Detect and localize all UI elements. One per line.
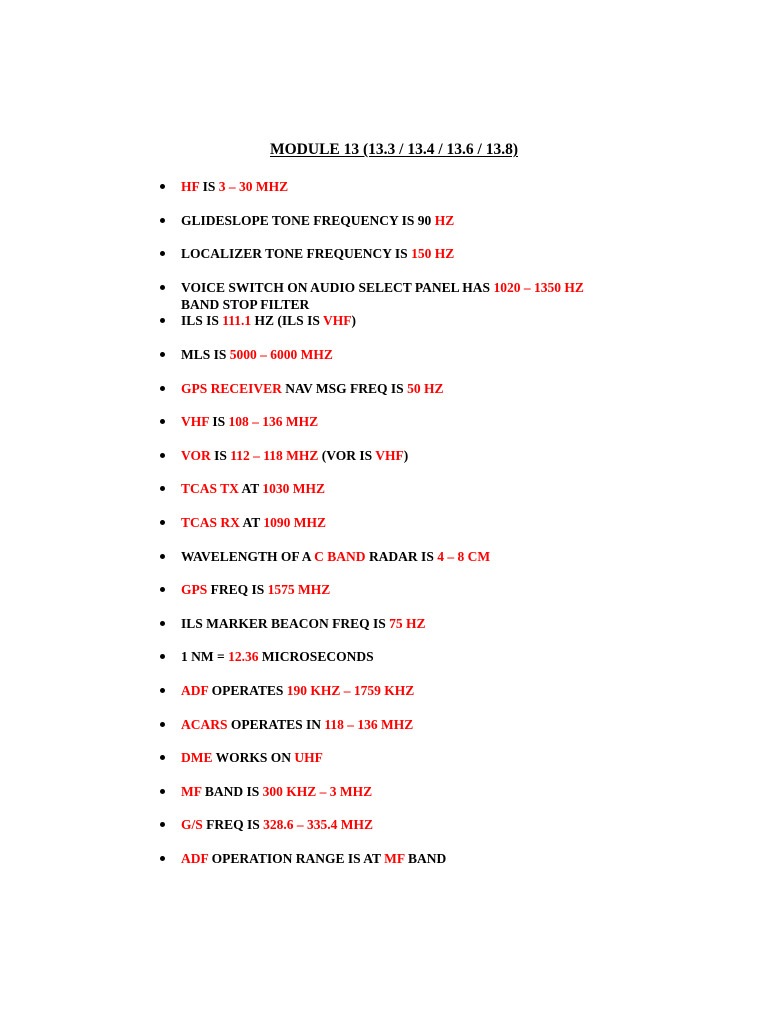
highlighted-text: 1090 MHZ	[263, 515, 327, 530]
list-item	[181, 850, 641, 867]
list-item	[181, 581, 641, 598]
item-text: FREQ IS	[202, 817, 264, 833]
highlighted-text: 4 – 8 CM	[437, 548, 491, 564]
highlighted-text: 111.1	[222, 313, 252, 329]
highlighted-text: 300 KHZ – 3 MHZ	[262, 783, 373, 799]
highlighted-text: VHF	[322, 313, 352, 329]
item-text: FREQ IS	[207, 582, 268, 598]
bullet-dot-icon	[160, 453, 165, 458]
bullet-dot-icon	[160, 386, 165, 391]
bullet-dot-icon	[160, 419, 165, 424]
highlighted-text: 1020 – 1350 HZ	[493, 279, 584, 295]
item-text: RADAR IS	[365, 548, 438, 564]
item-text: OPERATION RANGE IS AT	[208, 851, 385, 866]
list-item	[181, 346, 641, 363]
highlighted-text: 3 – 30 MHZ	[218, 179, 289, 194]
highlighted-text: GPS RECEIVER	[181, 380, 282, 396]
item-text: IS	[199, 179, 219, 194]
list-item	[181, 178, 641, 195]
highlighted-text: 75 HZ	[389, 615, 426, 631]
highlighted-text: UHF	[294, 750, 323, 766]
list-item	[181, 749, 641, 766]
highlighted-text: G/S	[181, 817, 203, 833]
item-text: BAND IS	[201, 783, 263, 799]
list-item	[181, 480, 641, 497]
item-text: WORKS ON	[212, 750, 295, 766]
highlighted-text: ADF	[181, 683, 209, 698]
highlighted-text: TCAS RX	[181, 515, 240, 530]
highlighted-text: ADF	[181, 851, 209, 866]
list-item	[181, 245, 641, 262]
highlighted-text: VHF	[181, 414, 209, 430]
highlighted-text: 118 – 136 MHZ	[324, 716, 414, 732]
item-text: HZ (ILS IS	[251, 313, 323, 329]
list-item	[181, 816, 641, 833]
item-text: 1 NM =	[181, 649, 229, 665]
list-item	[181, 380, 641, 397]
list-item	[181, 212, 641, 229]
item-text: GLIDESLOPE TONE FREQUENCY IS 90	[181, 212, 435, 228]
bullet-dot-icon	[160, 755, 165, 760]
item-text: MICROSECONDS	[258, 649, 374, 665]
highlighted-text: 50 HZ	[407, 380, 444, 396]
list-item	[181, 783, 641, 800]
highlighted-text: GPS	[181, 582, 208, 598]
item-text: NAV MSG FREQ IS	[281, 380, 408, 396]
item-text: AT	[239, 515, 264, 530]
bullet-dot-icon	[160, 486, 165, 491]
list-item	[181, 279, 641, 313]
highlighted-text: ACARS	[181, 716, 228, 732]
list-item	[181, 447, 641, 464]
item-text: OPERATES	[208, 683, 287, 698]
item-text: )	[403, 447, 409, 463]
bullet-dot-icon	[160, 285, 165, 290]
list-item	[181, 682, 641, 699]
bullet-dot-icon	[160, 621, 165, 626]
bullet-dot-icon	[160, 789, 165, 794]
highlighted-text: MF	[181, 783, 202, 799]
list-item	[181, 514, 641, 531]
item-text: WAVELENGTH OF A	[181, 548, 315, 564]
bullet-dot-icon	[160, 184, 165, 189]
highlighted-text: HZ	[434, 212, 455, 228]
item-text: LOCALIZER TONE FREQUENCY IS	[181, 246, 412, 262]
highlighted-text: DME	[181, 750, 213, 766]
item-text: IS	[209, 414, 229, 430]
list-item	[181, 648, 641, 665]
item-text: OPERATES IN	[227, 716, 325, 732]
highlighted-text: TCAS TX	[181, 481, 239, 497]
item-text: VOICE SWITCH ON AUDIO SELECT PANEL HAS	[181, 279, 494, 295]
item-text: (VOR IS	[318, 447, 376, 463]
highlighted-text: 150 HZ	[411, 246, 455, 262]
bullet-dot-icon	[160, 654, 165, 659]
highlighted-text: VHF	[375, 447, 404, 463]
item-text: BAND	[404, 851, 447, 866]
bullet-dot-icon	[160, 318, 165, 323]
highlighted-text: 190 KHZ – 1759 KHZ	[286, 683, 415, 698]
highlighted-text: VOR	[181, 447, 211, 463]
bullet-dot-icon	[160, 218, 165, 223]
list-item	[181, 615, 641, 632]
bullet-dot-icon	[160, 822, 165, 827]
highlighted-text: 112 – 118 MHZ	[230, 447, 319, 463]
bullet-dot-icon	[160, 554, 165, 559]
highlighted-text: 1030 MHZ	[262, 481, 326, 497]
item-text: IS	[210, 447, 231, 463]
highlighted-text: MF	[384, 851, 405, 866]
list-item	[181, 716, 641, 733]
bullet-dot-icon	[160, 722, 165, 727]
highlighted-text: 5000 – 6000 MHZ	[229, 347, 333, 362]
list-item	[181, 548, 641, 565]
item-text: )	[351, 313, 356, 329]
highlighted-text: HF	[181, 179, 200, 194]
highlighted-text: 1575 MHZ	[267, 582, 331, 598]
bullet-dot-icon	[160, 856, 165, 861]
item-text: MLS IS	[181, 347, 230, 362]
item-text: AT	[238, 481, 263, 497]
bullet-dot-icon	[160, 251, 165, 256]
highlighted-text: C BAND	[314, 548, 366, 564]
bullet-dot-icon	[160, 587, 165, 592]
list-item	[181, 312, 641, 329]
highlighted-text: 328.6 – 335.4 MHZ	[263, 817, 374, 833]
bullet-dot-icon	[160, 352, 165, 357]
list-item	[181, 413, 641, 430]
item-text: BAND STOP FILTER	[181, 296, 310, 312]
item-text: ILS MARKER BEACON FREQ IS	[181, 615, 390, 631]
bullet-dot-icon	[160, 688, 165, 693]
bullet-dot-icon	[160, 520, 165, 525]
highlighted-text: 12.36	[228, 649, 259, 665]
highlighted-text: 108 – 136 MHZ	[228, 414, 319, 430]
page-title: MODULE 13 (13.3 / 13.4 / 13.6 / 13.8)	[270, 141, 518, 158]
item-text: ILS IS	[181, 313, 223, 329]
